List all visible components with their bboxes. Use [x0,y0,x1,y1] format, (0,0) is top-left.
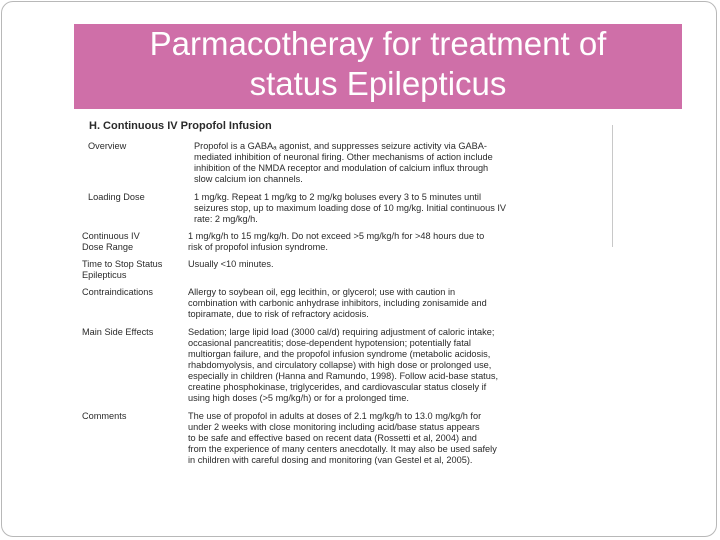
table-row-overview [84,141,614,185]
row-value-line: mediated inhibition of neuronal firing. Other mechanisms of action include [194,152,493,162]
row-value-line: Allergy to soybean oil, egg lecithin, or glycerol; use with caution in [188,287,456,297]
row-value-line: from the experience of many centers anecdotally. It may also be used safely [188,444,497,454]
row-label-line: Continuous IV [82,231,140,241]
row-value-line: to be safe and effective based on recent data (Rossetti et al, 2004) and [188,433,477,443]
row-value-line: under 2 weeks with close monitoring including acid/base status appears [188,422,480,432]
row-value-line: Propofol is a GABAₐ agonist, and suppresses seizure activity via GABA- [194,141,487,151]
row-value-line: Sedation; large lipid load (3000 cal/d) requiring adjustment of caloric intake; [188,327,495,337]
row-value-line: occasional pancreatitis; dose-dependent hypotension; potentially fatal [188,338,471,348]
row-value-line: slow calcium ion channels. [194,174,303,184]
row-value-line: in children with careful dosing and monitoring (van Gestel et al, 2005). [188,455,473,465]
slide-title-line: Parmacotheray for treatment of [149,25,607,62]
row-value-line: creatine phosphokinase, triglycerides, and cardiovascular status closely if [188,382,487,392]
title-banner [74,24,682,109]
row-label-line: Dose Range [82,242,134,252]
row-value-line: especially in children (Hanna and Ramundo, 1998). Follow acid-base status, [188,371,498,381]
row-label-line: Loading Dose [88,192,145,202]
slide-title-line: status Epilepticus [249,65,507,102]
row-label [78,411,188,466]
row-value [188,411,598,466]
row-value-line: topiramate, due to risk of refractory acidosis. [188,309,369,319]
table-row-continuous-iv-dose-range [78,231,614,253]
row-value-line: risk of propofol infusion syndrome. [188,242,328,252]
row-value [194,141,604,185]
propofol-table [84,120,614,466]
row-value-line: seizures stop, up to maximum loading dose of 10 mg/kg. Initial continuous IV [194,203,507,213]
row-value-line: inhibition of the NMDA receptor and modulation of calcium influx through [194,163,489,173]
row-label-line: Overview [88,141,127,151]
section-title: H. Continuous IV Propofol Infusion [89,120,272,132]
table-row-time-to-stop [78,259,614,281]
row-label-line: Comments [82,411,127,421]
row-value [188,259,598,281]
row-value-line: using high doses (>5 mg/kg/h) or for a prolonged time. [188,393,409,403]
table-row-comments [78,411,614,466]
row-value-line: multiorgan failure, and the propofol infusion syndrome (metabolic acidosis, [188,349,491,359]
table-row-loading-dose [84,192,614,225]
row-value-line: 1 mg/kg/h to 15 mg/kg/h. Do not exceed >5 mg/kg/h for >48 hours due to [188,231,485,241]
row-label-line: Main Side Effects [82,327,154,337]
row-value-line: The use of propofol in adults at doses of 2.1 mg/kg/h to 13.0 mg/kg/h for [188,411,482,421]
row-value-line: rhabdomyolysis, and circulatory collapse) with high dose or prolonged use, [188,360,492,370]
table-row-main-side-effects [78,327,614,404]
table-row-contraindications [78,287,614,320]
row-value-line: 1 mg/kg. Repeat 1 mg/kg to 2 mg/kg boluses every 3 to 5 minutes until [194,192,482,202]
row-label [84,192,194,225]
row-label [84,141,194,185]
row-label-line: Epilepticus [82,270,127,280]
row-value-line: combination with carbonic anhydrase inhibitors, including zonisamide and [188,298,487,308]
row-value [194,192,604,225]
row-label-line: Time to Stop Status [82,259,163,269]
row-value [188,327,598,404]
row-label [78,231,188,253]
row-label [78,287,188,320]
row-value [188,287,598,320]
row-label [78,259,188,281]
row-label-line: Contraindications [82,287,153,297]
row-value-line: Usually <10 minutes. [188,259,274,269]
row-value-line: rate: 2 mg/kg/h. [194,214,258,224]
row-value [188,231,598,253]
row-label [78,327,188,404]
slide-title [74,24,682,104]
